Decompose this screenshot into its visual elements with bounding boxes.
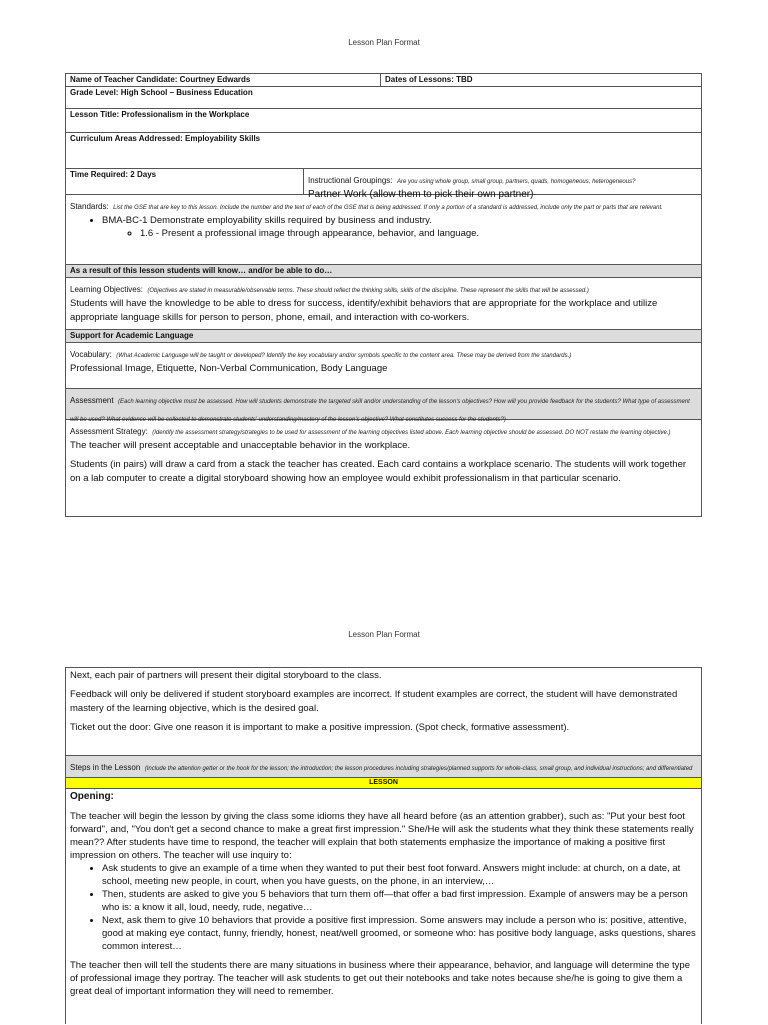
strategy-note: (Identify the assessment strategy/strategies to be used for assessment of the learning objectives listed above. Each learning objective should be assessed. DO NOT restate the learning objective.) [152,430,671,436]
learning-objectives [66,278,701,330]
assessment-continued [66,668,701,756]
lesson-title: Lesson Title: Professionalism in the Workplace [66,109,701,133]
list-item: • Then, students are asked to give you 5 behaviors that turn them off—that offer a bad first impression. Example of answers may be a person who is: a know it all, loud, needy, rude, negative… [102,888,697,914]
lesson-plan-table-2 [65,667,702,1024]
list-item: • Next, ask them to give 10 behaviors that provide a positive first impression. Some answers may include a person who is: positive, attentive, good at making eye contact, funny, friendly, honest, neat/well groomed, or someone who: has positive body language, asks questions, shares common interest… [102,914,697,953]
time-groupings-row [66,169,701,200]
strategy-paragraph: The teacher will present acceptable and unacceptable behavior in the workplace. [70,440,411,451]
page-title: Lesson Plan Format [348,630,420,639]
page-title: Lesson Plan Format [348,38,420,47]
vocab-text: Professional Image, Etiquette, Non-Verbal Communication, Body Language [70,363,388,374]
steps-note: (Include the attention getter or the hook for the lesson; the introduction; the lesson procedures including strategies/planned supports for whole-class, small group, and individual instructions; and differentiated [144,766,693,772]
standards-list [70,214,697,240]
opening-text: The teacher will begin the lesson by giving the class some idioms they have all heard before (as an attention grabber), such as: "Put your best foot forward", and, "You don't get a second chance to make a great first impression." She/He will ask the students what they think these statements really mean?? After students have time to respond, the teacher will explain that both statements emphasize the importance of making a positive first impression on others. The teacher will use inquiry to: [70,811,694,861]
closing-text: The teacher then will tell the students there are many situations in business where their appearance, behavior, and language will determine the type of professional image they portray. The teacher will ask students to get out their notebooks and take notes because she/he is going to give them a great deal of important information they will need to remember. [70,960,690,997]
lesson-plan-table-1 [65,73,702,517]
groupings-value: Partner Work (allow them to pick their own partner) [308,189,534,200]
curriculum-areas: Curriculum Areas Addressed: Employability Skills [66,133,701,169]
vocab-note: (What Academic Language will be taught or developed? Identify the key vocabulary and/or symbols specific to the content area. These may be derived from the standards.) [116,353,572,359]
strategy-paragraph: Students (in pairs) will draw a card from a stack the teacher has created. Each card contains a workplace scenario. The students will work together on a lab computer to create a digital storyboard showing how an employee would exhibit professionalism in that particular scenario. [70,459,687,484]
groupings-label: Instructional Groupings: [308,176,393,185]
standards-note: List the GSE that are key to this lesson. Include the number and the text of each of the GSE that is being addressed. If only a portion of a standard is addressed, include only the part or parts that are relevant. [113,205,663,211]
assessment-paragraph: Next, each pair of partners will present their digital storyboard to the class. [70,670,382,681]
objectives-text: Students will have the knowledge to be able to dress for success, identify/exhibit behaviors that are appropriate for the workplace and utilize appropriate language skills for person to person, phone, email, and interaction with co-workers. [70,298,658,323]
lesson-banner: LESSON [66,778,701,789]
lesson-body [66,789,701,1025]
grade-level: Grade Level: High School – Business Education [66,87,701,109]
standards-section [66,195,701,265]
steps-header [66,756,701,778]
assessment-note: (Each learning objective must be assessed. How will students demonstrate the targeted skill and/or understanding of the lesson's objectives? How will you provide feedback for the students? What type of assessment will be used? What evidence will be collected to demonstrate students' understanding/mastery of the lesson's objective? What constitutes success for the students?) [70,399,690,423]
assessment-paragraph: Ticket out the door: Give one reason it is important to make a positive impression. (Spot check, formative assessment). [70,722,570,733]
teacher-row [66,74,701,87]
standard-subitem: ◦ 1.6 - Present a professional image through appearance, behavior, and language. [140,227,697,240]
steps-label: Steps in the Lesson [70,763,141,772]
objectives-note: (Objectives are stated in measurable/observable terms. These should reflect the thinking skills, skills of the discipline. These represent the skills that will be assessed.) [147,288,589,294]
objectives-label: Learning Objectives: [70,285,143,294]
assessment-paragraph: Feedback will only be delivered if student storyboard examples are incorrect. If student examples are correct, the student will have demonstrated mastery of the learning objective, which is the desired goal. [70,689,678,714]
assessment-strategy [66,420,701,516]
time-required: Time Required: 2 Days [70,170,157,179]
instructional-groupings [303,169,701,200]
vocab-label: Vocabulary: [70,350,112,359]
list-item: • Ask students to give an example of a time when they wanted to put their best foot forward. Answers might include: at church, on a date, at school, meeting new people, in court, when you have guests, on the phone, in an interview,… [102,862,697,888]
standards-label: Standards: [70,202,109,211]
assessment-header [66,389,701,423]
strategy-label: Assessment Strategy: [70,427,148,436]
assessment-label: Assessment [70,396,114,405]
groupings-note: Are you using whole group, small group, partners, quads, homogeneous, heterogeneous? [396,179,636,185]
standard-item: • BMA-BC-1 Demonstrate employability skills required by business and industry. ◦ 1.6 - Present a professional image through appearance, behavior, and language. [102,214,697,240]
vocabulary-section [66,343,701,389]
opening-bullets [70,862,697,953]
teacher-name: Name of Teacher Candidate: Courtney Edwards [70,75,251,84]
know-header: As a result of this lesson students will know… and/or be able to do… [66,265,701,278]
opening-heading: Opening: [70,791,114,802]
support-header: Support for Academic Language [66,330,701,343]
lesson-dates: Dates of Lessons: TBD [380,74,701,86]
